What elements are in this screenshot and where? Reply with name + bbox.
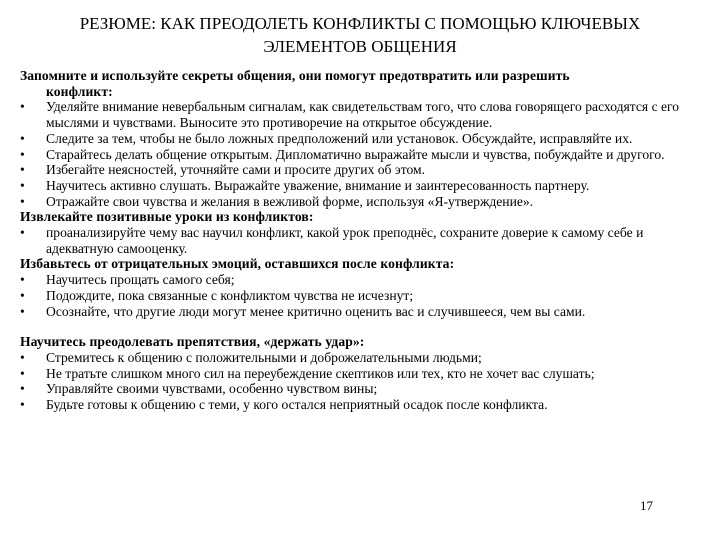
document-body <box>20 68 706 413</box>
page-title: РЕЗЮМЕ: КАК ПРЕОДОЛЕТЬ КОНФЛИКТЫ С ПОМОЩЬЮ КЛЮЧЕВЫХ ЭЛЕМЕНТОВ ОБЩЕНИЯ <box>79 14 641 56</box>
bullet-list-emotions <box>20 272 706 319</box>
list-item: • Научитесь прощать самого себя; <box>20 272 235 288</box>
section-heading-obstacles: Научитесь преодолевать препятствия, «держать удар»: <box>20 334 365 350</box>
bullet-icon: • <box>20 130 25 146</box>
list-item: • Отражайте свои чувства и желания в вежливой форме, используя «Я-утверждение». <box>20 193 534 209</box>
list-item: • Будьте готовы к общению с теми, у кого остался неприятный осадок после конфликта. <box>20 397 548 413</box>
list-item: • Подождите, пока связанные с конфликтом чувства не исчезнут; <box>20 287 414 303</box>
section-heading-text: Запомните и используйте секреты общения, они помогут предотвратить или разрешить <box>20 68 570 83</box>
bullet-icon: • <box>20 99 25 115</box>
bullet-icon: • <box>20 397 25 413</box>
bullet-icon: • <box>20 272 25 288</box>
bullet-icon: • <box>20 287 25 303</box>
bullet-list-secrets <box>20 99 706 209</box>
bullet-icon: • <box>20 225 25 241</box>
list-item: • Следите за тем, чтобы не было ложных предположений или установок. Обсуждайте, исправляйте их. <box>20 130 633 146</box>
list-item: • Стремитесь к общению с положительными и доброжелательными людьми; <box>20 349 482 365</box>
bullet-icon: • <box>20 146 25 162</box>
list-item: • Научитесь активно слушать. Выражайте уважение, внимание и заинтересованность партнеру. <box>20 177 590 193</box>
list-item: • проанализируйте чему вас научил конфликт, какой урок преподнёс, сохраните доверие к самому себе и адекватную самооценку. <box>20 225 644 256</box>
bullet-icon: • <box>20 381 25 397</box>
bullet-icon: • <box>20 365 25 381</box>
bullet-icon: • <box>20 193 25 209</box>
list-item: • Старайтесь делать общение открытым. Дипломатично выражайте мысли и чувства, побуждайте и другого. <box>20 146 665 162</box>
bullet-list-lessons <box>20 225 706 256</box>
list-item: • Не тратьте слишком много сил на переубеждение скептиков или тех, кто не хочет вас слушать; <box>20 365 595 381</box>
section-heading-lessons: Извлекайте позитивные уроки из конфликтов: <box>20 209 314 225</box>
list-item: • Осознайте, что другие люди могут менее критично оценить вас и случившееся, чем вы сами. <box>20 303 586 319</box>
page-number: 17 <box>640 498 653 513</box>
bullet-list-obstacles <box>20 350 706 413</box>
list-item: • Управляйте своими чувствами, особенно чувством вины; <box>20 381 378 397</box>
bullet-icon: • <box>20 162 25 178</box>
section-heading-secrets <box>20 68 706 99</box>
list-item: • Уделяйте внимание невербальным сигналам, как свидетельствам того, что слова говорящего расходятся с его мыслями и чувствами. Выносите это противоречие на открытое обсуждение. <box>20 99 680 131</box>
bullet-icon: • <box>20 303 25 319</box>
section-heading-emotions: Избавьтесь от отрицательных эмоций, оставшихся после конфликта: <box>20 256 455 272</box>
list-item: • Избегайте неясностей, уточняйте сами и просите других об этом. <box>20 162 426 178</box>
section-heading-continuation: конфликт: <box>46 83 113 99</box>
section-spacer <box>20 319 706 334</box>
bullet-icon: • <box>20 177 25 193</box>
bullet-icon: • <box>20 349 25 365</box>
